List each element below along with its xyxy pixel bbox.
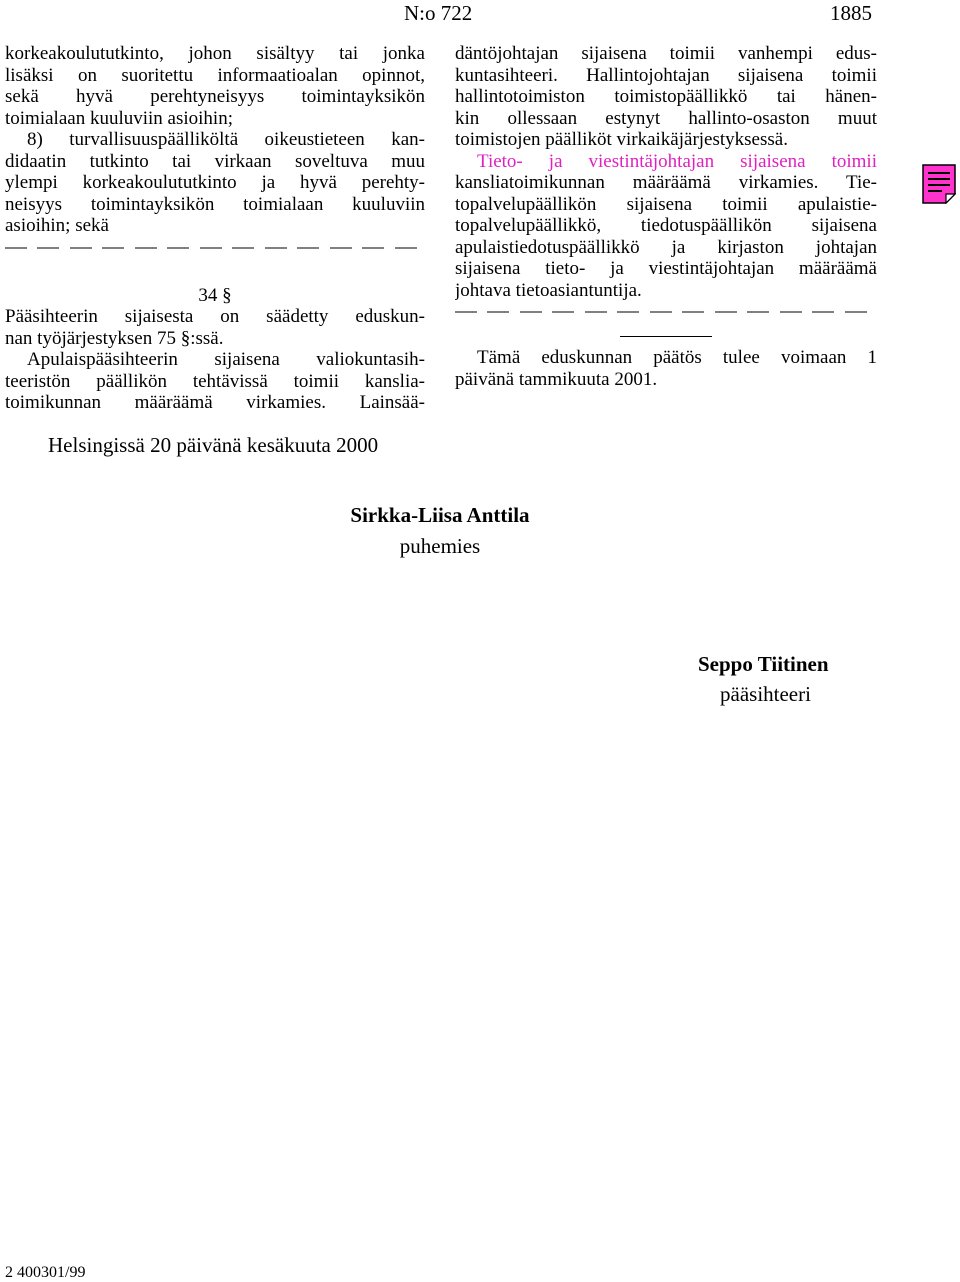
footer-code: 2 400301/99 [5,1264,86,1281]
text-line: teeristön päällikön tehtävissä toimii kanslia- [5,370,425,392]
date-line: Helsingissä 20 päivänä kesäkuuta 2000 [48,433,379,457]
text-line: lisäksi on suoritettu informaatioalan opinnot, [5,64,425,86]
text-line: asioihin; sekä [5,215,109,236]
signatory-title: puhemies [399,534,481,558]
right-column [455,43,877,390]
text-line: didaatin tutkinto tai virkaan soveltuva muu [5,150,425,172]
text-line: korkeakoulututkinto, johon sisältyy tai jonka [5,43,425,64]
text-line: 8) turvallisuuspäälliköltä oikeustieteen kan- [27,129,425,150]
omission-dashes [455,301,877,323]
separator-rule [620,336,712,337]
section-number: 34 § [198,284,232,306]
text-line: toimistojen päälliköt virkaikäjärjestyksessä. [455,129,788,150]
left-column [5,43,425,414]
page-number: 1885 [830,1,872,25]
text-line: Pääsihteerin sijaisesta on säädetty eduskun- [5,306,425,327]
signatory-name: Sirkka-Liisa Anttila [350,503,530,527]
text-line: Tämä eduskunnan päätös tulee voimaan 1 [477,347,877,368]
text-line: nan työjärjestyksen 75 §:ssä. [5,327,224,349]
text-line: ylempi korkeakoulututkinto ja hyvä perehty- [5,172,425,193]
text-line: neisyys toimintayksikön toimialaan kuuluviin [5,193,425,215]
text-line: hallintotoimiston toimistopäällikkö tai hänen- [455,86,877,107]
text-line: topalvelupäällikön sijaisena toimii apulaistie- [455,193,877,215]
text-line: apulaistiedotuspäällikkö ja kirjaston johtajan [455,236,877,258]
text-line: sekä hyvä perehtyneisyys toimintayksikön [5,86,425,107]
highlighted-line: Tieto- ja viestintäjohtajan sijaisena toimii [477,150,877,172]
text-line: däntöjohtajan sijaisena toimii vanhempi edus- [455,43,877,64]
text-line: sijaisena tieto- ja viestintäjohtajan määräämä [455,258,877,279]
signatory-name: Seppo Tiitinen [698,652,829,676]
text-line: johtava tietoasiantuntija. [455,279,642,301]
text-line: toimikunnan määräämä virkamies. Lainsää- [5,392,425,413]
text-line: kin ollessaan estynyt hallinto-osaston muut [455,107,877,129]
signatory-title: pääsihteeri [720,682,811,706]
text-line: topalvelupäällikkö, tiedotuspäällikön sijaisena [455,215,877,236]
text-line: kuntasihteeri. Hallintojohtajan sijaisena toimii [455,64,877,86]
text-line: päivänä tammikuuta 2001. [455,368,658,390]
text-line: toimialaan kuuluviin asioihin; [5,107,233,129]
text-line: Apulaispääsihteerin sijaisena valiokuntasih- [27,349,425,370]
text-line: kansliatoimikunnan määräämä virkamies. Tie- [455,172,877,193]
document-number: N:o 722 [404,1,473,25]
omission-dashes [5,237,425,259]
note-icon[interactable] [922,164,956,204]
